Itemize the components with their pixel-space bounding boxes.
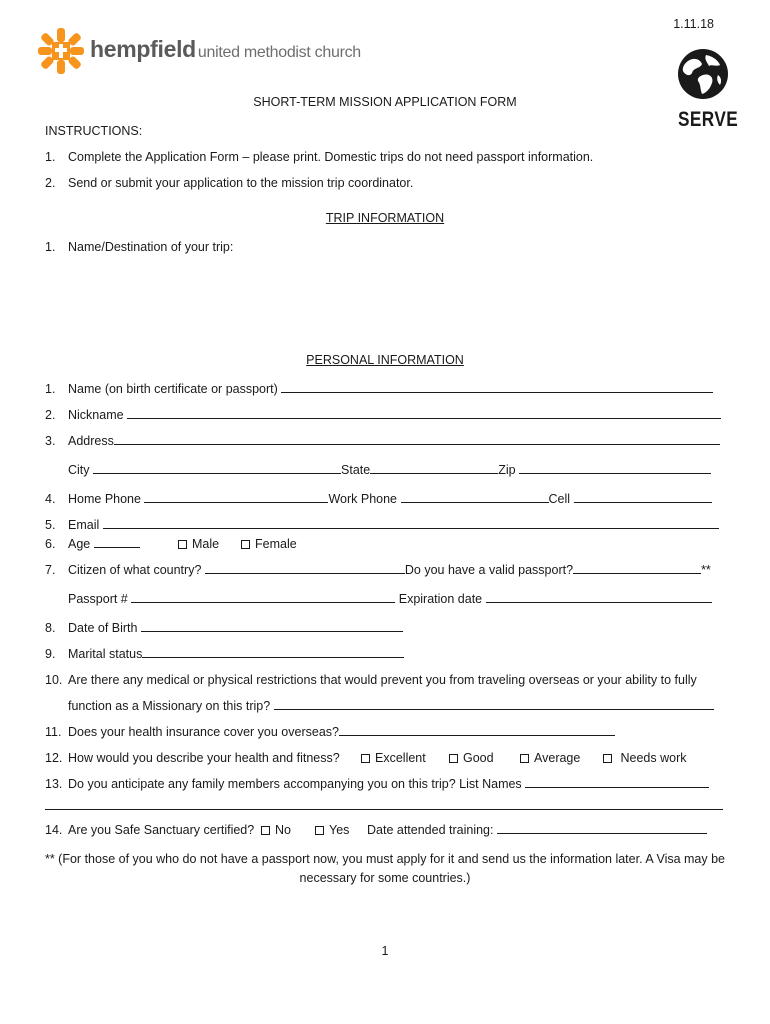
personal-info-heading: PERSONAL INFORMATION (306, 353, 464, 367)
question-number: 14. (45, 823, 63, 837)
home-phone-label: Home Phone (68, 492, 141, 506)
home-phone-field[interactable] (144, 492, 328, 503)
cell-field[interactable] (574, 492, 712, 503)
question-number: 3. (45, 434, 56, 448)
insurance-row (68, 725, 615, 739)
instruction-item: Send or submit your application to the mission trip coordinator. (68, 176, 414, 190)
serve-label: SERVE (678, 108, 739, 131)
cell-label: Cell (548, 492, 571, 506)
passport-footnote: ** (For those of you who do not have a passport now, you must apply for it and send us the information later. A Visa may be necessary for some countries.) (44, 852, 726, 885)
age-row (68, 537, 140, 551)
form-title: SHORT-TERM MISSION APPLICATION FORM (253, 95, 517, 109)
city-label: City (68, 463, 90, 477)
question-number: 9. (45, 647, 56, 661)
question-number: 7. (45, 563, 56, 577)
trip-destination-label: Name/Destination of your trip: (68, 240, 234, 254)
female-checkbox[interactable] (241, 540, 250, 549)
good-checkbox[interactable] (449, 754, 458, 763)
health-option-needs-work[interactable] (603, 751, 686, 765)
trip-info-heading: TRIP INFORMATION (325, 211, 445, 225)
training-row (367, 823, 707, 837)
question-number: 12. (45, 751, 63, 765)
citizen-row (68, 563, 711, 577)
logo-bold: hempfield (90, 36, 196, 62)
needs-work-label: Needs work (620, 751, 687, 765)
good-label: Good (463, 751, 494, 765)
yes-checkbox[interactable] (315, 826, 324, 835)
female-label: Female (255, 537, 297, 551)
age-field[interactable] (94, 537, 140, 548)
expiration-field[interactable] (486, 592, 712, 603)
sanctuary-option-no[interactable] (261, 823, 291, 837)
question-number: 10. (45, 673, 63, 687)
form-date: 1.11.18 (673, 17, 714, 31)
email-row (68, 518, 719, 532)
insurance-field[interactable] (339, 725, 615, 736)
globe-icon (676, 47, 730, 101)
no-checkbox[interactable] (261, 826, 270, 835)
citizen-label: Citizen of what country? (68, 563, 202, 577)
work-phone-field[interactable] (401, 492, 549, 503)
passport-question: Do you have a valid passport? (404, 563, 574, 577)
name-row (68, 382, 713, 396)
yes-label: Yes (329, 823, 350, 837)
nickname-field[interactable] (127, 408, 721, 419)
address-field[interactable] (114, 434, 720, 445)
city-field[interactable] (93, 463, 341, 474)
passport-answer-field[interactable] (573, 563, 701, 574)
name-field[interactable] (281, 382, 713, 393)
dob-field[interactable] (141, 621, 403, 632)
address-row (68, 434, 720, 448)
health-option-good[interactable] (449, 751, 494, 765)
average-label: Average (534, 751, 581, 765)
male-option[interactable] (178, 537, 219, 551)
dob-row (68, 621, 403, 635)
expiration-label: Expiration date (398, 592, 483, 606)
female-option[interactable] (241, 537, 297, 551)
state-field[interactable] (370, 463, 498, 474)
question-number: 1. (45, 240, 56, 254)
church-name (90, 36, 361, 63)
question-number: 1. (45, 382, 56, 396)
male-label: Male (192, 537, 220, 551)
state-label: State (341, 463, 371, 477)
marital-label: Marital status (68, 647, 143, 661)
medical-row (68, 699, 714, 713)
instruction-item: Complete the Application Form – please print. Domestic trips do not need passport information. (68, 150, 594, 164)
question-number: 4. (45, 492, 56, 506)
family-row (68, 777, 709, 791)
name-label: Name (on birth certificate or passport) (68, 382, 278, 396)
email-label: Email (68, 518, 100, 532)
insurance-label: Does your health insurance cover you overseas? (68, 725, 339, 739)
age-label: Age (68, 537, 91, 551)
family-names-field[interactable] (525, 777, 709, 788)
city-state-zip-row (68, 463, 711, 477)
nickname-row (68, 408, 721, 422)
dob-label: Date of Birth (68, 621, 138, 635)
passport-row (68, 592, 712, 606)
question-number: 6. (45, 537, 56, 551)
marital-field[interactable] (142, 647, 404, 658)
passport-number-field[interactable] (131, 592, 395, 603)
address-label: Address (68, 434, 114, 448)
health-label: How would you describe your health and fitness? (68, 751, 340, 765)
average-checkbox[interactable] (520, 754, 529, 763)
instructions-heading: INSTRUCTIONS: (45, 124, 143, 138)
training-label: Date attended training: (367, 823, 494, 837)
marital-row (68, 647, 404, 661)
family-label: Do you anticipate any family members accompanying you on this trip? List Names (68, 777, 522, 791)
zip-field[interactable] (519, 463, 711, 474)
question-number: 5. (45, 518, 56, 532)
sanctuary-option-yes[interactable] (315, 823, 349, 837)
phone-row (68, 492, 712, 506)
excellent-label: Excellent (375, 751, 426, 765)
male-checkbox[interactable] (178, 540, 187, 549)
excellent-checkbox[interactable] (361, 754, 370, 763)
question-number: 13. (45, 777, 63, 791)
page-number: 1 (381, 944, 389, 958)
zip-label: Zip (498, 463, 516, 477)
question-number: 8. (45, 621, 56, 635)
logo-light: united methodist church (197, 44, 361, 61)
medical-field[interactable] (274, 699, 714, 710)
church-logo-icon (36, 26, 86, 76)
email-field[interactable] (103, 518, 719, 529)
country-field[interactable] (205, 563, 405, 574)
no-label: No (275, 823, 291, 837)
needs-work-checkbox[interactable] (603, 754, 612, 763)
nickname-label: Nickname (68, 408, 124, 422)
question-number: 11. (45, 725, 62, 739)
question-number: 2. (45, 408, 56, 422)
training-date-field[interactable] (497, 823, 707, 834)
health-option-excellent[interactable] (361, 751, 426, 765)
passport-number-label: Passport # (68, 592, 128, 606)
health-option-average[interactable] (520, 751, 580, 765)
instruction-number: 1. (45, 150, 56, 164)
sanctuary-label: Are you Safe Sanctuary certified? (68, 823, 255, 837)
family-names-line[interactable] (45, 809, 723, 810)
work-phone-label: Work Phone (328, 492, 398, 506)
medical-question-cont: function as a Missionary on this trip? (68, 699, 271, 713)
passport-footnote-mark: ** (701, 563, 711, 577)
medical-question: Are there any medical or physical restrictions that would prevent you from traveling overseas or your ability to fully (68, 673, 697, 687)
instruction-number: 2. (45, 176, 56, 190)
